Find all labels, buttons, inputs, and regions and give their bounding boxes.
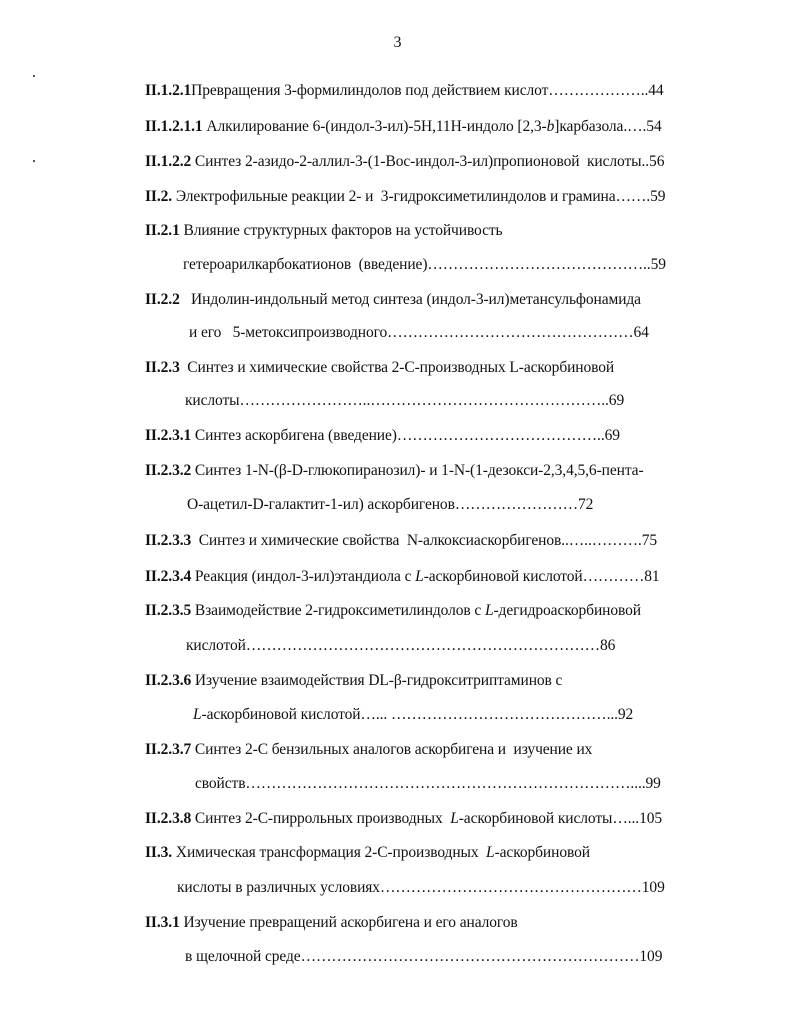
toc-entry-page: 75: [641, 532, 658, 549]
toc-entry-title: Синтез 1-N-(β-D-глюкопиранозил)- и 1-N-(1-дезокси-2,3,4,5,6-пента-: [191, 462, 644, 479]
toc-entry-number: II.3.1: [145, 914, 180, 931]
toc-entry-title: Реакция (индол-3-ил)этандиола с: [191, 568, 416, 585]
toc-entry-number: II.2.3.5: [145, 602, 192, 619]
toc-entry: [145, 152, 664, 172]
toc-entry-title-cont: -аскорбиновой кислоты: [458, 810, 613, 827]
toc-entry: [177, 878, 665, 898]
toc-entry: [193, 705, 633, 725]
toc-entry-number: II.1.2.1: [145, 82, 192, 99]
toc-entry: [145, 671, 562, 691]
toc-entry-number: II.2.3.4: [145, 568, 192, 585]
toc-entry-number: II.2.3.8: [145, 810, 192, 827]
toc-entry: [145, 740, 592, 760]
toc-entry: [145, 290, 641, 310]
toc-entry-number: II.2.3.1: [145, 427, 192, 444]
toc-entry-number: II.2.2: [145, 291, 180, 308]
toc-entry: [189, 323, 649, 343]
toc-entry-page: 56: [649, 153, 665, 170]
toc-entry: [186, 636, 615, 656]
toc-entry-number: II.2.3.6: [145, 672, 192, 689]
toc-entry-title-cont: -аскорбиновой кислотой: [423, 568, 583, 585]
toc-entry-leader: .: [645, 153, 650, 170]
scan-speck: [33, 160, 35, 162]
toc-entry-title: гетероарилкарбокатионов (введение): [183, 256, 428, 273]
toc-entry-page: 92: [617, 706, 634, 723]
toc-entry-leader: ……………………..………………………………………..: [239, 392, 609, 409]
toc-entry-title: O-ацетил-D-галактит-1-ил) аскорбигенов: [187, 496, 455, 513]
toc-entry-title-italic: L: [486, 844, 495, 861]
toc-entry-number: II.2.3.3: [145, 532, 192, 549]
toc-entry-title: Превращения 3-формилиндолов под действием кислот: [191, 82, 549, 99]
toc-entry-leader: …………………………………..: [396, 427, 605, 444]
toc-entry-title-cont: -дегидроаскорбиновой: [493, 602, 641, 619]
toc-entry: [183, 255, 666, 275]
toc-entry-page: 99: [645, 775, 661, 792]
toc-entry: [187, 495, 593, 515]
toc-entry-number: II.2.3.2: [145, 462, 192, 479]
toc-entry-leader: ……………………………………………………………: [245, 637, 601, 654]
toc-entry: [145, 461, 644, 481]
toc-entry-title-italic: L: [450, 810, 459, 827]
toc-entry-title: Синтез 2-C бензильных аналогов аскорбигена и изучение их: [191, 741, 593, 758]
toc-entry-number: II.2.1: [145, 222, 180, 239]
toc-entry-title-italic: L: [484, 602, 494, 619]
toc-entry: [185, 947, 662, 967]
page-number: 3: [393, 34, 402, 51]
toc-entry: [145, 187, 665, 207]
toc-entry: [145, 81, 664, 101]
toc-entry-leader: ….: [627, 118, 647, 135]
toc-entry-number: II.2.3: [145, 359, 180, 376]
toc-entry-title: кислоты: [185, 392, 240, 409]
toc-entry-leader: …...: [612, 810, 640, 827]
toc-entry-title-cont: -аскорбиновой: [494, 844, 590, 861]
toc-entry: [145, 601, 641, 621]
toc-entry: [145, 843, 590, 863]
toc-entry: [145, 221, 503, 241]
toc-entry-number: II.2.3.7: [145, 741, 192, 758]
toc-entry: [145, 913, 518, 933]
toc-entry-number: II.3.: [145, 844, 173, 861]
toc-entry: [145, 567, 660, 587]
toc-entry-title: Синтез и химические свойства N-алкоксиаскорбигенов: [191, 532, 562, 549]
toc-entry: [145, 358, 614, 378]
toc-entry-page: 54: [646, 118, 662, 135]
toc-entry: [195, 774, 661, 794]
toc-entry-title: Синтез 2-C-пиррольных производных: [191, 810, 451, 827]
toc-entry-page: 59: [650, 256, 666, 273]
toc-entry-title-cont: ]карбазола.: [554, 118, 628, 135]
toc-entry-title: Алкилирование 6-(индол-3-ил)-5H,11H-индоло [2,3-: [202, 118, 547, 135]
toc-entry-leader: ……………………………………..: [427, 256, 651, 273]
toc-entry-leader: …………………………………………: [387, 324, 634, 341]
toc-entry: [145, 117, 662, 137]
toc-entry-title: Синтез 2-азидо-2-аллил-3-(1-Boc-индол-3-ил)пропионовой кислоты.: [191, 153, 646, 170]
toc-entry-title: и его 5-метоксипроизводного: [189, 324, 388, 341]
toc-entry-page: 44: [648, 82, 664, 99]
toc-entry: [145, 809, 662, 829]
toc-entry-title: в щелочной среде: [185, 948, 301, 965]
toc-entry-page: 72: [578, 496, 594, 513]
toc-entry-page: 109: [641, 879, 665, 896]
toc-entry-title: Химическая трансформация 2-C-производных: [172, 844, 487, 861]
toc-entry-leader: …………: [582, 568, 645, 585]
toc-entry-title-italic: b: [546, 118, 555, 135]
toc-entry-title: Синтез и химические свойства 2-C-производных L-аскорбиновой: [179, 359, 615, 376]
toc-entry-title: свойств: [195, 775, 246, 792]
toc-entry-title-cont: -аскорбиновой кислотой: [201, 706, 361, 723]
toc-entry-leader: ……………………: [454, 496, 579, 513]
toc-entry: [185, 391, 624, 411]
toc-entry-title: кислотой: [186, 637, 246, 654]
toc-entry-page: 69: [608, 392, 625, 409]
toc-entry-page: 109: [639, 948, 663, 965]
toc-entry-leader: …………………………………………………………: [300, 948, 640, 965]
toc-entry-title: Взаимодействие 2-гидроксиметилиндолов с: [191, 602, 485, 619]
toc-entry-page: 64: [633, 324, 649, 341]
toc-entry-page: 86: [600, 637, 616, 654]
toc-entry-title-italic: L: [193, 706, 202, 723]
toc-entry-title: Электрофильные реакции 2- и 3-гидроксиметилиндолов и грамина: [172, 188, 616, 205]
toc-entry-leader: ……………………………………………: [379, 879, 642, 896]
toc-entry-page: 105: [639, 810, 663, 827]
toc-entry-title: Индолин-индольный метод синтеза (индол-3-ил)метансульфонамида: [179, 291, 641, 308]
toc-entry-title: Влияние структурных факторов на устойчивость: [179, 222, 503, 239]
toc-entry-number: II.1.2.1.1: [145, 118, 203, 135]
toc-entry-leader: ………………..: [548, 82, 649, 99]
toc-entry-leader: …………………………………………………………………....: [245, 775, 646, 792]
toc-entry-title: Синтез аскорбигена (введение): [191, 427, 397, 444]
toc-entry-title-italic: L: [415, 568, 424, 585]
toc-entry-page: 81: [644, 568, 660, 585]
toc-entry-title: кислоты в различных условиях: [177, 879, 380, 896]
toc-entry-number: II.2.: [145, 188, 173, 205]
toc-entry-leader: …….: [615, 188, 651, 205]
toc-entry: [145, 531, 657, 551]
toc-entry-title: Изучение превращений аскорбигена и его аналогов: [179, 914, 518, 931]
toc-entry-number: II.1.2.2: [145, 153, 192, 170]
toc-entry: [145, 426, 620, 446]
toc-entry-page: 59: [650, 188, 666, 205]
toc-entry-leader: …... ……………………………………...: [360, 706, 618, 723]
toc-entry-title: Изучение взаимодействия DL-β-гидрокситриптаминов с: [191, 672, 563, 689]
toc-entry-page: 69: [604, 427, 620, 444]
scan-speck: [33, 75, 35, 77]
toc-entry-leader: ..…..……….: [561, 532, 642, 549]
